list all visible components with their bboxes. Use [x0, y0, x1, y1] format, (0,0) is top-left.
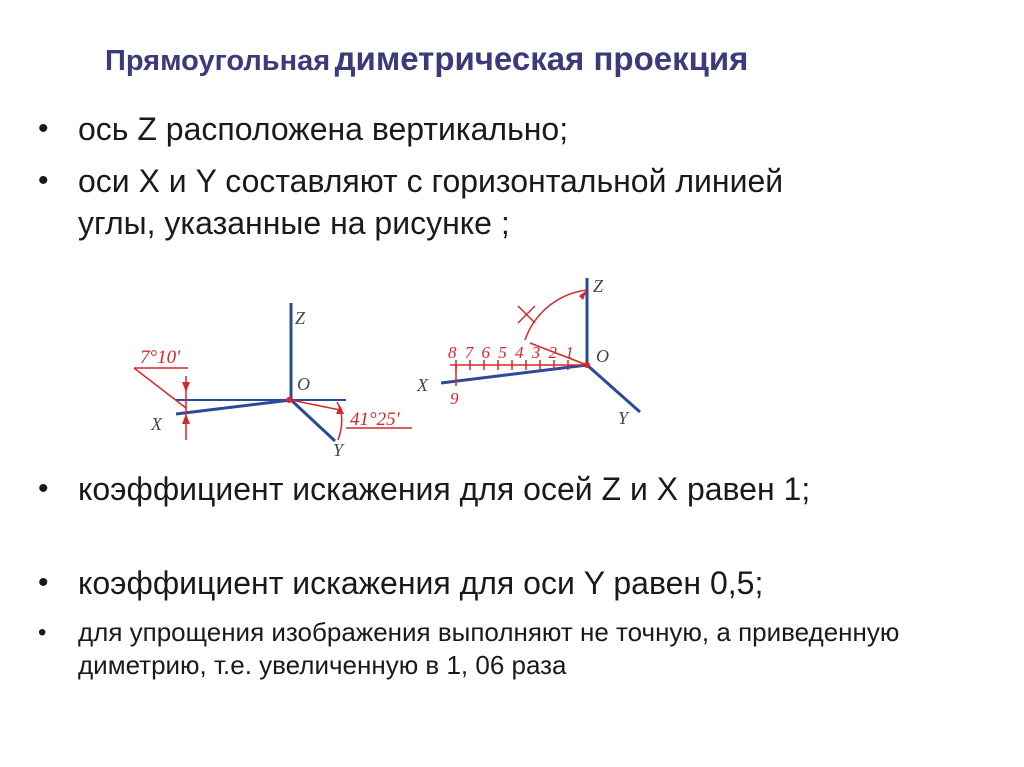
bullet-dot: •: [38, 566, 49, 599]
construction-arc: [525, 290, 587, 340]
scale-numbers: 8 7 6 5 4 3 2 1: [448, 343, 576, 362]
x-axis-line: [441, 365, 587, 383]
bullet-text: для упрощения изображения выполняют не точную, а приведенную диметрию, т.е. увеличенную в 1, 06 раза: [78, 617, 900, 680]
cross-mark-icon: [518, 306, 535, 323]
bullet-text: коэффициент искажения для оси Y равен 0,5;: [78, 565, 764, 601]
x-axis-label: X: [417, 375, 428, 395]
z-axis-label: Z: [295, 308, 306, 328]
bullet-dot: •: [38, 112, 49, 145]
bullet-text: коэффициент искажения для осей Z и X равен 1;: [78, 471, 811, 507]
origin-dot: [584, 362, 590, 368]
z-axis-label: Z: [593, 276, 604, 296]
bullet-dot: •: [38, 472, 49, 505]
x-angle-label: 7°10′: [140, 347, 181, 368]
y-axis-label: Y: [618, 408, 629, 428]
title-part-1: Прямоугольная: [105, 45, 331, 77]
title-part-2: диметрическая проекция: [334, 40, 749, 77]
y-angle-label: 41°25′: [350, 409, 400, 430]
bullet-text: оси X и Y составляют с горизонтальной линией углы, указанные на рисунке ;: [78, 163, 784, 241]
bullet-text: ось Z расположена вертикально;: [78, 111, 569, 147]
origin-label: O: [596, 346, 609, 366]
y-axis-line: [587, 365, 640, 412]
origin-label: O: [297, 374, 310, 394]
scale-end-number: 9: [450, 389, 459, 408]
bullet-dot: •: [38, 164, 49, 197]
x-axis-label: X: [151, 414, 162, 434]
y-axis-label: Y: [333, 440, 344, 460]
bullet-dot: •: [38, 619, 47, 646]
